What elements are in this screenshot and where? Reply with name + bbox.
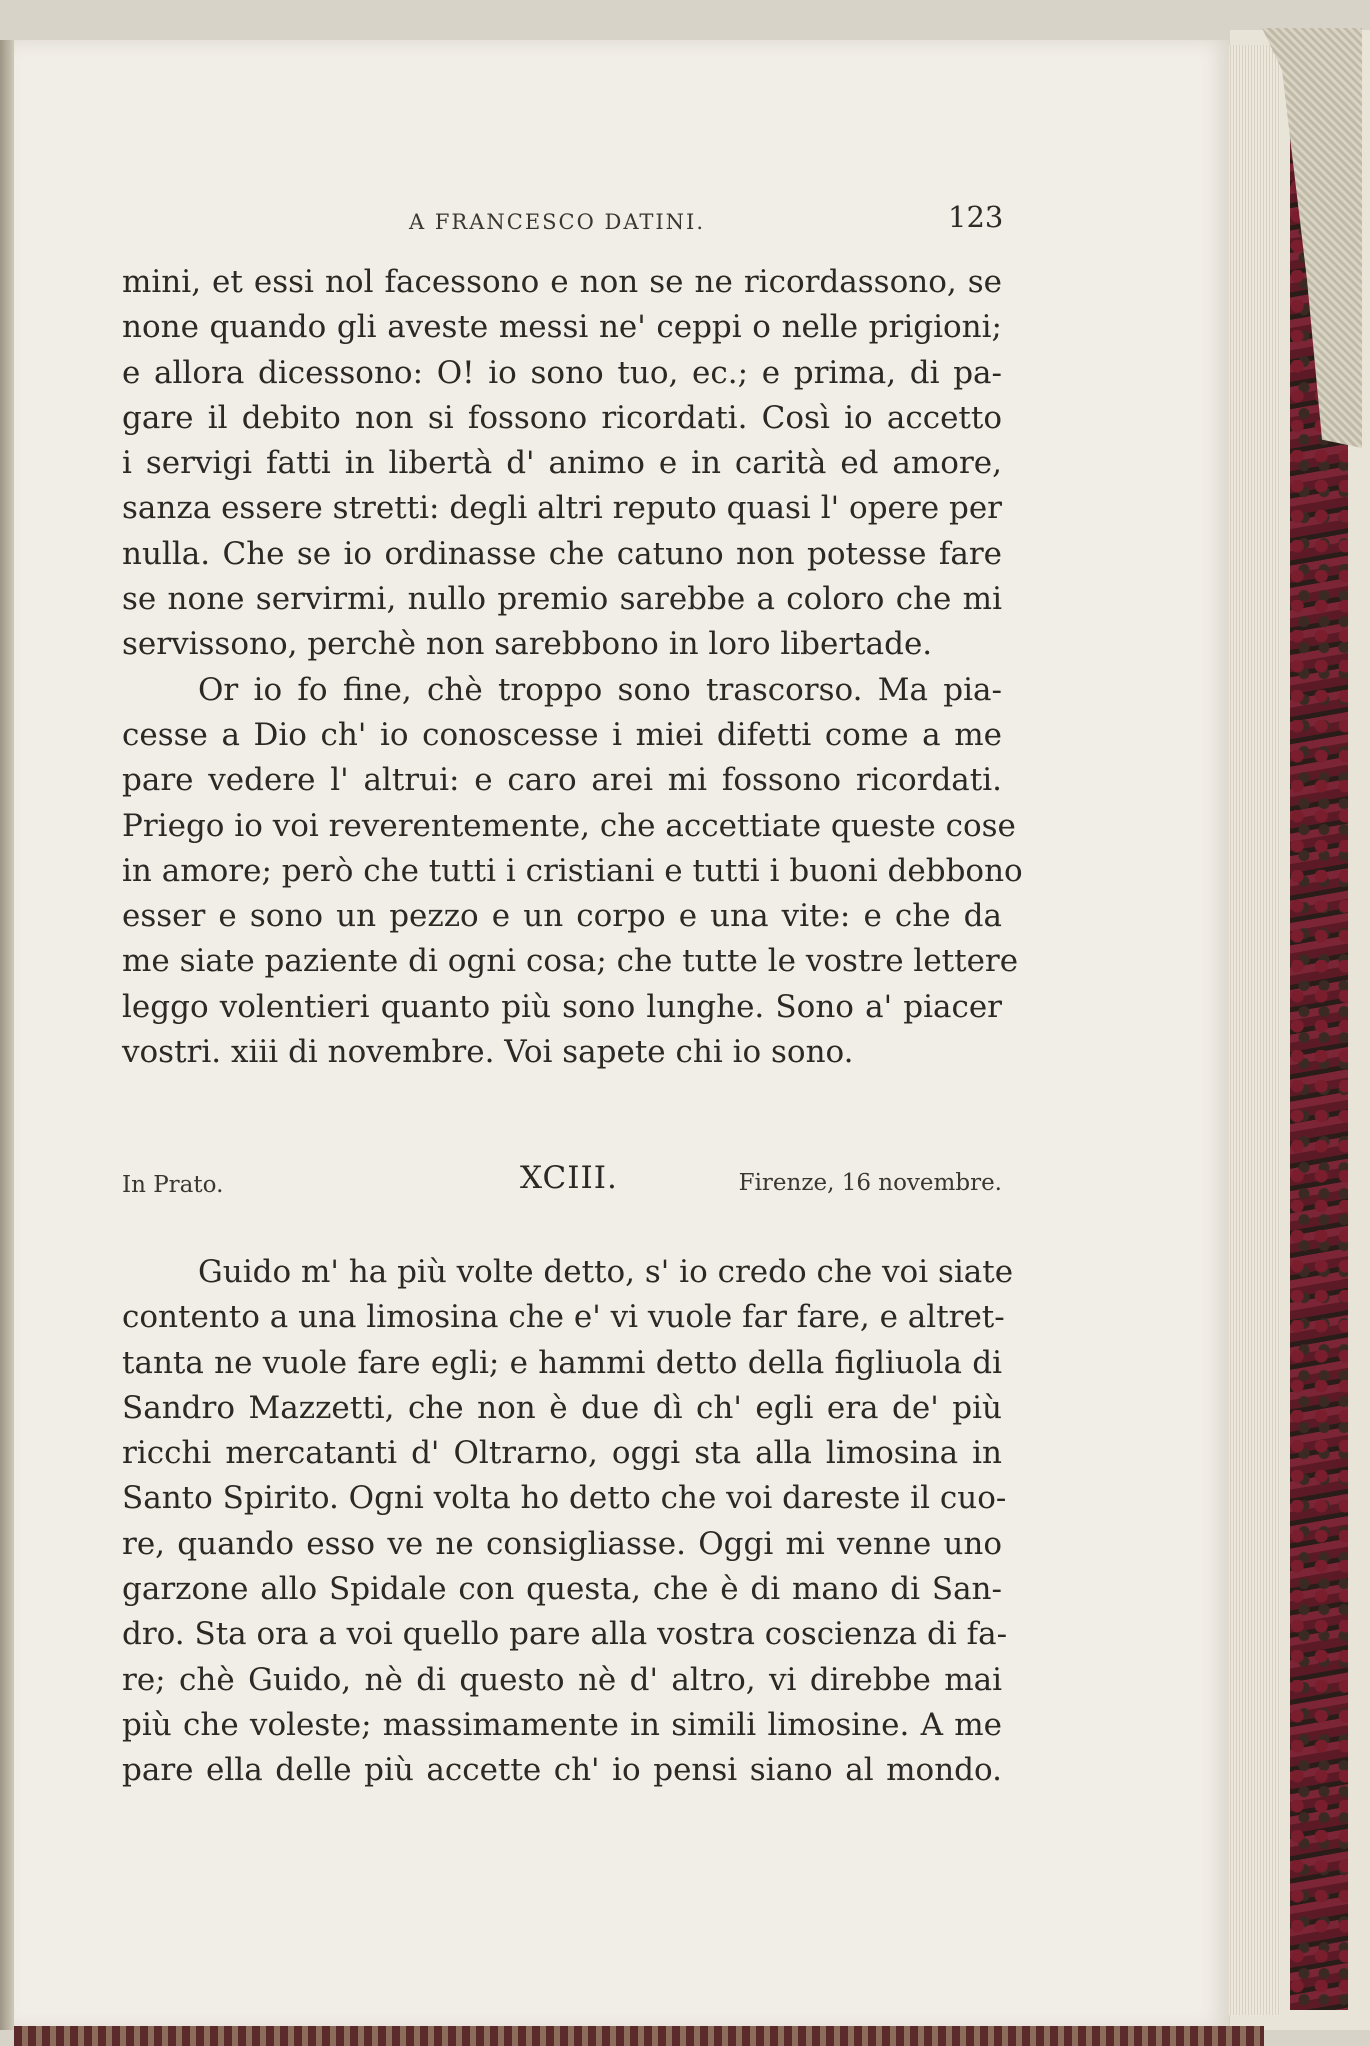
running-head: A FRANCESCO DATINI. bbox=[409, 210, 706, 234]
text-line: dro. Sta ora a voi quello pare alla vostra coscienza di fa- bbox=[122, 1616, 1008, 1653]
text-line: Santo Spirito. Ogni volta ho detto che voi dareste il cuo- bbox=[122, 1480, 1007, 1517]
text-line: pare ella delle più accette ch' io pensi siano al mondo. bbox=[122, 1752, 1002, 1789]
book-left-edge bbox=[0, 40, 14, 2030]
text-line: se none servirmi, nullo premio sarebbe a coloro che mi bbox=[122, 581, 1002, 618]
place-date: Firenze, 16 novembre. bbox=[738, 1170, 1002, 1196]
text-line: re; chè Guido, nè di questo nè d' altro, vi direbbe mai bbox=[122, 1661, 1002, 1698]
addressee: In Prato. bbox=[122, 1172, 224, 1198]
text-line: esser e sono un pezzo e un corpo e una vite: e che da bbox=[122, 898, 1002, 935]
text-line: più che voleste; massimamente in simili limosine. A me bbox=[122, 1706, 1002, 1743]
book-bottom-edge bbox=[14, 2026, 1264, 2046]
text-line: ricchi mercatanti d' Oltrarno, oggi sta alla limosina in bbox=[122, 1435, 1002, 1472]
text-line: none quando gli aveste messi ne' ceppi o nelle prigioni; bbox=[122, 309, 1002, 346]
text-line: vostri. xiii di novembre. Voi sapete chi io sono. bbox=[122, 1034, 854, 1071]
text-line: servissono, perchè non sarebbono in loro libertade. bbox=[122, 626, 933, 663]
letter-heading bbox=[122, 1160, 1002, 1210]
text-line: pare vedere l' altrui: e caro arei mi fossono ricordati. bbox=[122, 762, 1002, 799]
text-line: Guido m' ha più volte detto, s' io credo che voi siate bbox=[198, 1254, 1014, 1290]
text-line: sanza essere stretti: degli altri reputo quasi l' opere per bbox=[122, 490, 1002, 527]
text-line: e allora dicessono: O! io sono tuo, ec.; e prima, di pa- bbox=[122, 354, 1002, 391]
text-line: in amore; però che tutti i cristiani e tutti i buoni debbono bbox=[122, 852, 1023, 889]
text-line: i servigi fatti in libertà d' animo e in carità ed amore, bbox=[122, 445, 1002, 482]
book-page bbox=[14, 40, 1229, 2030]
text-line: contento a una limosina che e' vi vuole far fare, e altret- bbox=[122, 1299, 1005, 1336]
text-line: garzone allo Spidale con questa, che è di mano di San- bbox=[122, 1571, 1002, 1608]
text-line: me siate paziente di ogni cosa; che tutte le vostre lettere bbox=[122, 943, 1019, 980]
letter-body-continued bbox=[122, 260, 1023, 1075]
page-number: 123 bbox=[948, 200, 1004, 234]
text-line: gare il debito non si fossono ricordati. Così io accetto bbox=[122, 399, 1002, 436]
text-line: Sandro Mazzetti, che non è due dì ch' egli era de' più bbox=[122, 1389, 1002, 1426]
text-line: Or io fo fine, chè troppo sono trascorso. Ma pia- bbox=[198, 671, 1002, 708]
page-edges bbox=[1225, 45, 1280, 2015]
text-line: mini, et essi nol facessono e non se ne ricordassono, se bbox=[122, 264, 1002, 300]
letter-number: XCIII. bbox=[520, 1160, 618, 1196]
text-line: nulla. Che se io ordinasse che catuno non potesse fare bbox=[122, 535, 1002, 572]
text-line: leggo volentieri quanto più sono lunghe. Sono a' piacer bbox=[122, 988, 1002, 1025]
text-line: tanta ne vuole fare egli; e hammi detto della figliuola di bbox=[122, 1344, 1002, 1381]
text-line: Priego io voi reverentemente, che accettiate queste cose bbox=[122, 807, 1016, 844]
text-line: re, quando esso ve ne consigliasse. Oggi mi venne uno bbox=[122, 1525, 1002, 1562]
text-line: cesse a Dio ch' io conoscesse i miei difetti come a me bbox=[122, 716, 1002, 753]
letter-body bbox=[122, 1250, 1014, 1794]
